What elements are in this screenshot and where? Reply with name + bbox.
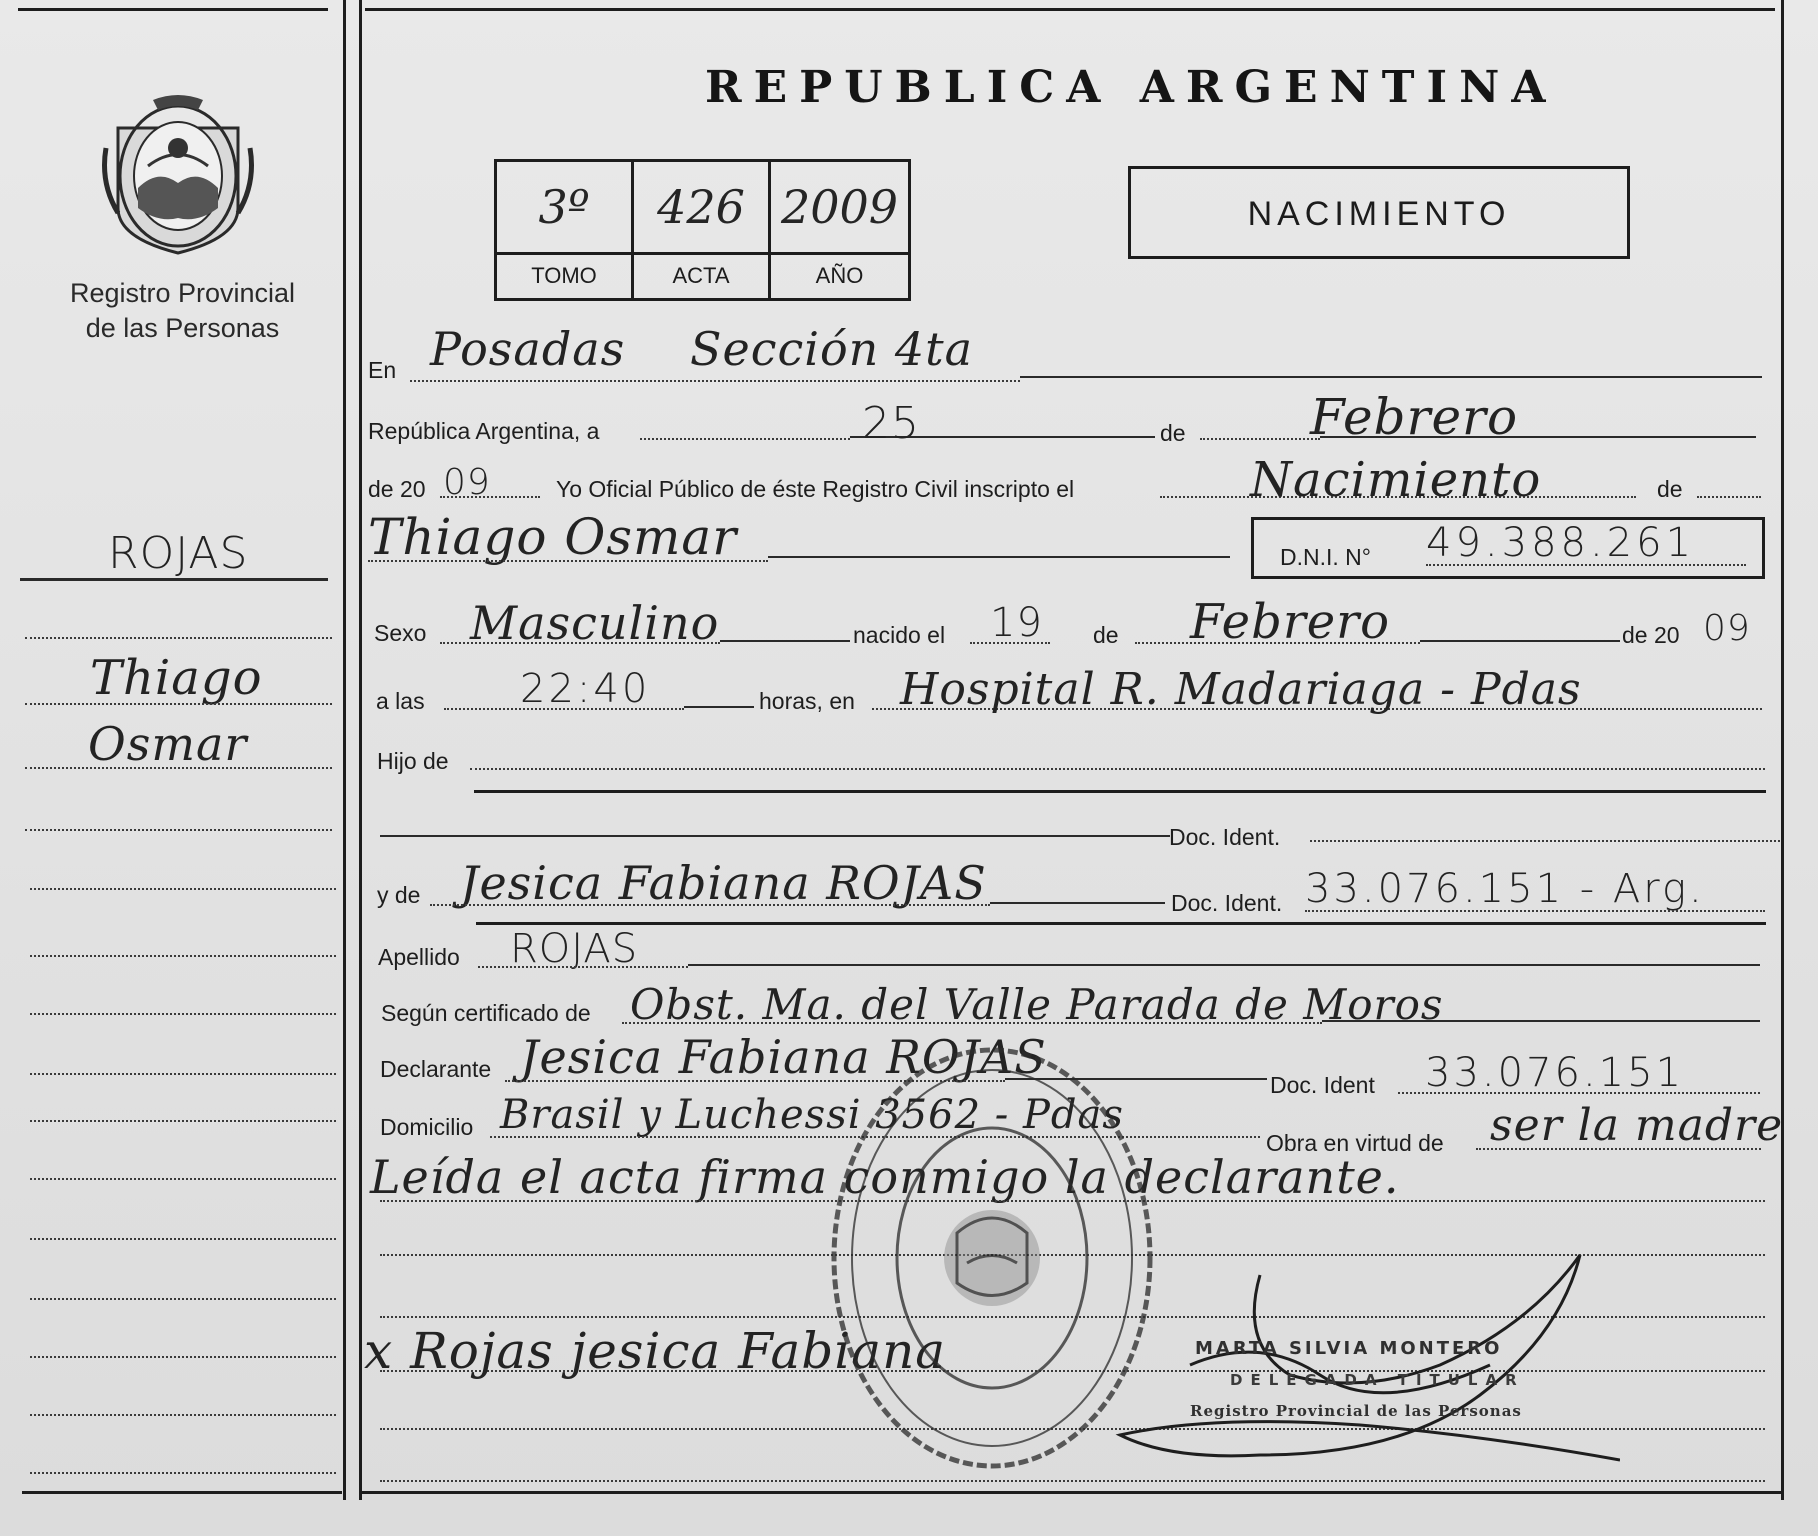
year-prefix-label: de 20 — [368, 476, 426, 502]
inscripcion-value: Nacimiento — [1250, 452, 1542, 508]
official-name: MARTA SILVIA MONTERO — [1195, 1338, 1503, 1359]
birth-year-label: de 20 — [1622, 622, 1680, 648]
province-emblem-icon — [98, 88, 258, 258]
dni-label: D.N.I. N° — [1280, 544, 1371, 570]
child-name-line — [368, 560, 768, 562]
republica-label: República Argentina, a — [368, 418, 600, 444]
certificado-line — [622, 1022, 1322, 1024]
nacido-label: nacido el — [853, 622, 946, 648]
act-type-label: NACIMIENTO — [1247, 195, 1511, 233]
birth-month-line-solid — [1420, 640, 1620, 642]
birth-month-value: Febrero — [1190, 594, 1391, 650]
anio-label-cell — [771, 255, 908, 298]
hijo-label: Hijo de — [377, 748, 449, 774]
tomo-value: 3º — [538, 180, 590, 234]
top-rule-right — [365, 8, 1775, 11]
place-value: Posadas — [430, 322, 626, 376]
closing-note-value: Leída el acta firma conmigo la declarante. — [370, 1150, 1400, 1204]
acta-label-cell — [634, 255, 771, 298]
apellido-line — [478, 966, 688, 968]
child-name-line-solid — [768, 556, 1230, 558]
official-signature-icon — [1060, 1245, 1620, 1485]
hijo-line — [470, 768, 1765, 770]
dni-value: 49.388.261 — [1426, 520, 1696, 566]
official-org: Registro Provincial de las Personas — [1190, 1402, 1522, 1420]
birth-place-value: Hospital R. Madariaga - Pdas — [900, 664, 1582, 715]
margin-surname: ROJAS — [108, 528, 249, 579]
doc-ident-label-2: Doc. Ident. — [1171, 890, 1283, 916]
form-right-border — [1781, 0, 1784, 1500]
margin-line — [25, 637, 332, 639]
birth-day-line — [970, 642, 1050, 644]
doc-ident-label-3: Doc. Ident — [1270, 1072, 1375, 1098]
sexo-line — [440, 642, 720, 644]
sexo-line-solid — [720, 640, 850, 642]
de-label-1: de — [1160, 420, 1186, 446]
year-suffix-value: 09 — [443, 462, 491, 503]
certificado-line-solid — [1322, 1020, 1760, 1022]
apellido-line-solid — [688, 964, 1760, 966]
official-role: DELEGADA TITULAR — [1230, 1371, 1525, 1389]
hour-line-solid — [684, 706, 754, 708]
certificado-label: Según certificado de — [381, 1000, 591, 1026]
margin-line — [30, 888, 336, 890]
child-name-value: Thiago Osmar — [368, 508, 738, 566]
declarante-doc-line — [1398, 1092, 1760, 1094]
margin-line — [30, 1178, 336, 1180]
bottom-rule-right — [362, 1491, 1782, 1494]
sexo-value: Masculino — [470, 596, 720, 650]
de-line-2 — [1697, 496, 1761, 498]
margin-given-name-1: Thiago — [90, 650, 263, 706]
mother-doc-value: 33.076.151 - Arg. — [1305, 866, 1705, 912]
mother-doc-line — [1305, 910, 1765, 912]
de-label-2: de — [1657, 476, 1683, 502]
margin-line — [30, 1073, 336, 1075]
year-line — [440, 496, 540, 498]
tomo-cell — [497, 162, 634, 255]
margin-line — [30, 955, 336, 957]
margin-line — [30, 1238, 336, 1240]
margin-line — [30, 1356, 336, 1358]
mother-rule — [476, 922, 1766, 925]
a-las-label: a las — [376, 688, 425, 714]
bottom-rule-left — [22, 1491, 342, 1494]
margin-line — [30, 1298, 336, 1300]
anio-cell — [771, 162, 908, 255]
en-label: En — [368, 357, 397, 383]
sexo-label: Sexo — [374, 620, 427, 646]
declarant-signature: x Rojas jesica Fabiana — [364, 1322, 947, 1380]
month-value: Febrero — [1310, 388, 1519, 446]
father-doc-line — [1310, 840, 1780, 842]
section-value: Sección 4ta — [690, 322, 974, 376]
acta-cell — [634, 162, 771, 255]
obra-value: ser la madre — [1490, 1100, 1784, 1151]
tomo-label: TOMO — [531, 263, 597, 288]
anio-label: AÑO — [815, 263, 864, 288]
birth-year-value: 09 — [1703, 608, 1751, 649]
certificado-value: Obst. Ma. del Valle Parada de Moros — [630, 980, 1444, 1029]
registry-name-line1: Registro Provincial — [69, 278, 296, 308]
apellido-label: Apellido — [378, 944, 460, 970]
obra-label: Obra en virtud de — [1266, 1130, 1444, 1156]
margin-line — [30, 1013, 336, 1015]
mother-name-line-solid — [990, 902, 1165, 904]
en-line — [410, 380, 1020, 382]
apellido-value: ROJAS — [510, 926, 639, 972]
margin-line — [30, 1414, 336, 1416]
hour-value: 22:40 — [520, 666, 651, 712]
act-type-box — [1128, 166, 1630, 259]
margin-line — [25, 767, 332, 769]
horas-label: horas, en — [759, 688, 855, 714]
domicilio-value: Brasil y Luchessi 3562 - Pdas — [500, 1092, 1124, 1138]
obra-line — [1476, 1148, 1761, 1150]
mother-name-value: Jesica Fabiana ROJAS — [460, 856, 987, 910]
tomo-label-cell — [497, 255, 634, 298]
de-label-3: de — [1093, 622, 1119, 648]
form-left-border — [359, 0, 362, 1500]
anio-value: 2009 — [780, 180, 899, 234]
day-value: 25 — [862, 398, 920, 449]
margin-divider — [343, 0, 346, 1500]
month-line — [1200, 438, 1320, 440]
dni-box — [1251, 517, 1765, 579]
dni-line — [1426, 564, 1746, 566]
en-line-solid — [1020, 376, 1762, 378]
margin-line — [30, 1472, 336, 1474]
registry-name-line2: de las Personas — [85, 313, 280, 343]
y-de-label: y de — [377, 882, 421, 908]
doc-ident-label-1: Doc. Ident. — [1169, 824, 1281, 850]
domicilio-label: Domicilio — [380, 1114, 474, 1140]
margin-line — [25, 703, 332, 705]
declarante-doc-value: 33.076.151 — [1425, 1050, 1685, 1096]
father-line — [380, 835, 1170, 837]
declarante-value: Jesica Fabiana ROJAS — [520, 1030, 1047, 1084]
margin-line — [30, 1120, 336, 1122]
hijo-rule — [474, 790, 1766, 793]
declarante-label: Declarante — [380, 1056, 492, 1082]
oficial-label: Yo Oficial Público de éste Registro Civil inscripto el — [556, 476, 1075, 502]
registration-table — [494, 159, 911, 301]
margin-surname-rule — [20, 578, 328, 581]
birth-day-value: 19 — [990, 600, 1043, 646]
day-line — [640, 438, 850, 440]
country-title: REPUBLICA ARGENTINA — [705, 62, 1558, 113]
top-rule-left — [18, 8, 328, 11]
acta-label: ACTA — [672, 263, 730, 288]
margin-given-name-2: Osmar — [88, 717, 248, 771]
margin-line — [25, 829, 332, 831]
acta-value: 426 — [657, 180, 745, 234]
mother-name-line — [430, 904, 990, 906]
